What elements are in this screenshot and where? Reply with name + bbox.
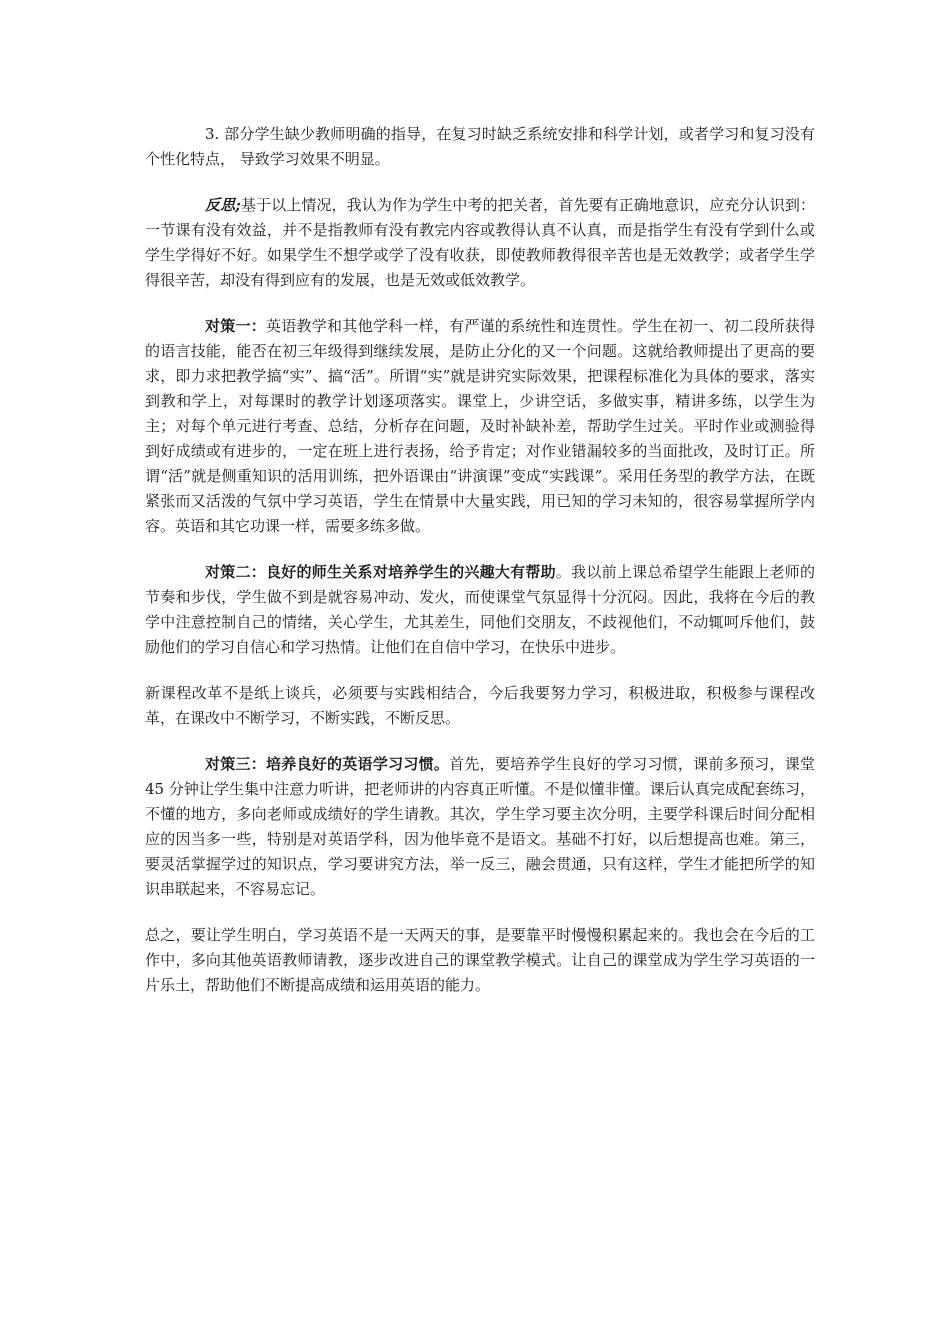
paragraph-strategy-3 [145,752,815,902]
document-body [145,122,815,1019]
paragraph-text: 总之，要让学生明白，学习英语不是一天两天的事，是要靠平时慢慢积累起来的。我也会在今后的工作中，多向其他英语教师请教，逐步改进自己的课堂教学模式。让自己的课堂成为学生学习英语的一片乐土，帮助他们不断提高成绩和运用英语的能力。 [145,926,815,994]
paragraph-curriculum-reform [145,681,815,731]
paragraph-reflection [145,193,815,293]
paragraph-problem-3 [145,122,815,172]
reflection-heading: 反思; [205,196,241,214]
paragraph-text: 首先，要培养学生良好的学习习惯，课前多预习，课堂 45 分钟让学生集中注意力听讲，把老师讲的内容真正听懂。不是似懂非懂。课后认真完成配套练习，不懂的地方，多向老师或成绩好的学生请教。其次，学生学习要主次分明，主要学科课后时间分配相应的因当多一些，特别是对英语学科，因为他毕竟不是语文。基础不打好，以后想提高也难。第三，要灵活掌握学过的知识点，学习要讲究方法，举一反三，融会贯通，只有这样，学生才能把所学的知识串联起来，不容易忘记。 [145,755,815,898]
strategy-1-heading: 对策一： [205,317,267,335]
paragraph-strategy-1 [145,314,815,539]
paragraph-text: 。我以前上课总希望学生能跟上老师的节奏和步伐，学生做不到是就容易冲动、发火，而使课堂气氛显得十分沉闷。因此，我将在今后的教学中注意控制自己的情绪，关心学生，尤其差生，同他们交朋友，不歧视他们，不动辄呵斥他们，鼓励他们的学习自信心和学习热情。让他们在自信中学习，在快乐中进步。 [145,563,815,656]
strategy-3-heading: 对策三：培养良好的英语学习习惯。 [205,755,450,773]
paragraph-strategy-2 [145,560,815,660]
paragraph-text: 新课程改革不是纸上谈兵，必须要与实践相结合，今后我要努力学习，积极进取，积极参与课程改革，在课改中不断学习，不断实践，不断反思。 [145,684,815,727]
strategy-2-heading: 对策二：良好的师生关系对培养学生的兴趣大有帮助 [205,563,556,581]
paragraph-text: 基于以上情况，我认为作为学生中考的把关者，首先要有正确地意识，应充分认识到：一节课有没有效益，并不是指教师有没有教完内容或教得认真不认真，而是指学生有没有学到什么或学生学得好不好。如果学生不想学或学了没有收获，即使教师教得很辛苦也是无效教学；或者学生学得很辛苦，却没有得到应有的发展，也是无效或低效教学。 [145,196,815,289]
paragraph-text: 英语教学和其他学科一样，有严谨的系统性和连贯性。学生在初一、初二段所获得的语言技能，能否在初三年级得到继续发展，是防止分化的又一个问题。这就给教师提出了更高的要求，即力求把教学搞“实”、搞“活”。所谓“实”就是讲究实际效果，把课程标准化为具体的要求，落实到教和学上，对每课时的教学计划逐项落实。课堂上，少讲空话，多做实事，精讲多练，以学生为主；对每个单元进行考查、总结，分析存在问题，及时补缺补差，帮助学生过关。平时作业或测验得到好成绩或有进步的，一定在班上进行表扬，给予肯定；对作业错漏较多的当面批改，及时订正。所谓“活”就是侧重知识的活用训练，把外语课由“讲演课”变成“实践课”。采用任务型的教学方法，在既紧张而又活泼的气氛中学习英语，学生在情景中大量实践，用已知的学习未知的，很容易掌握所学内容。英语和其它功课一样，需要多练多做。 [145,317,815,535]
paragraph-conclusion [145,923,815,998]
paragraph-text: 3. 部分学生缺少教师明确的指导，在复习时缺乏系统安排和科学计划，或者学习和复习没有个性化特点， 导致学习效果不明显。 [145,125,815,168]
